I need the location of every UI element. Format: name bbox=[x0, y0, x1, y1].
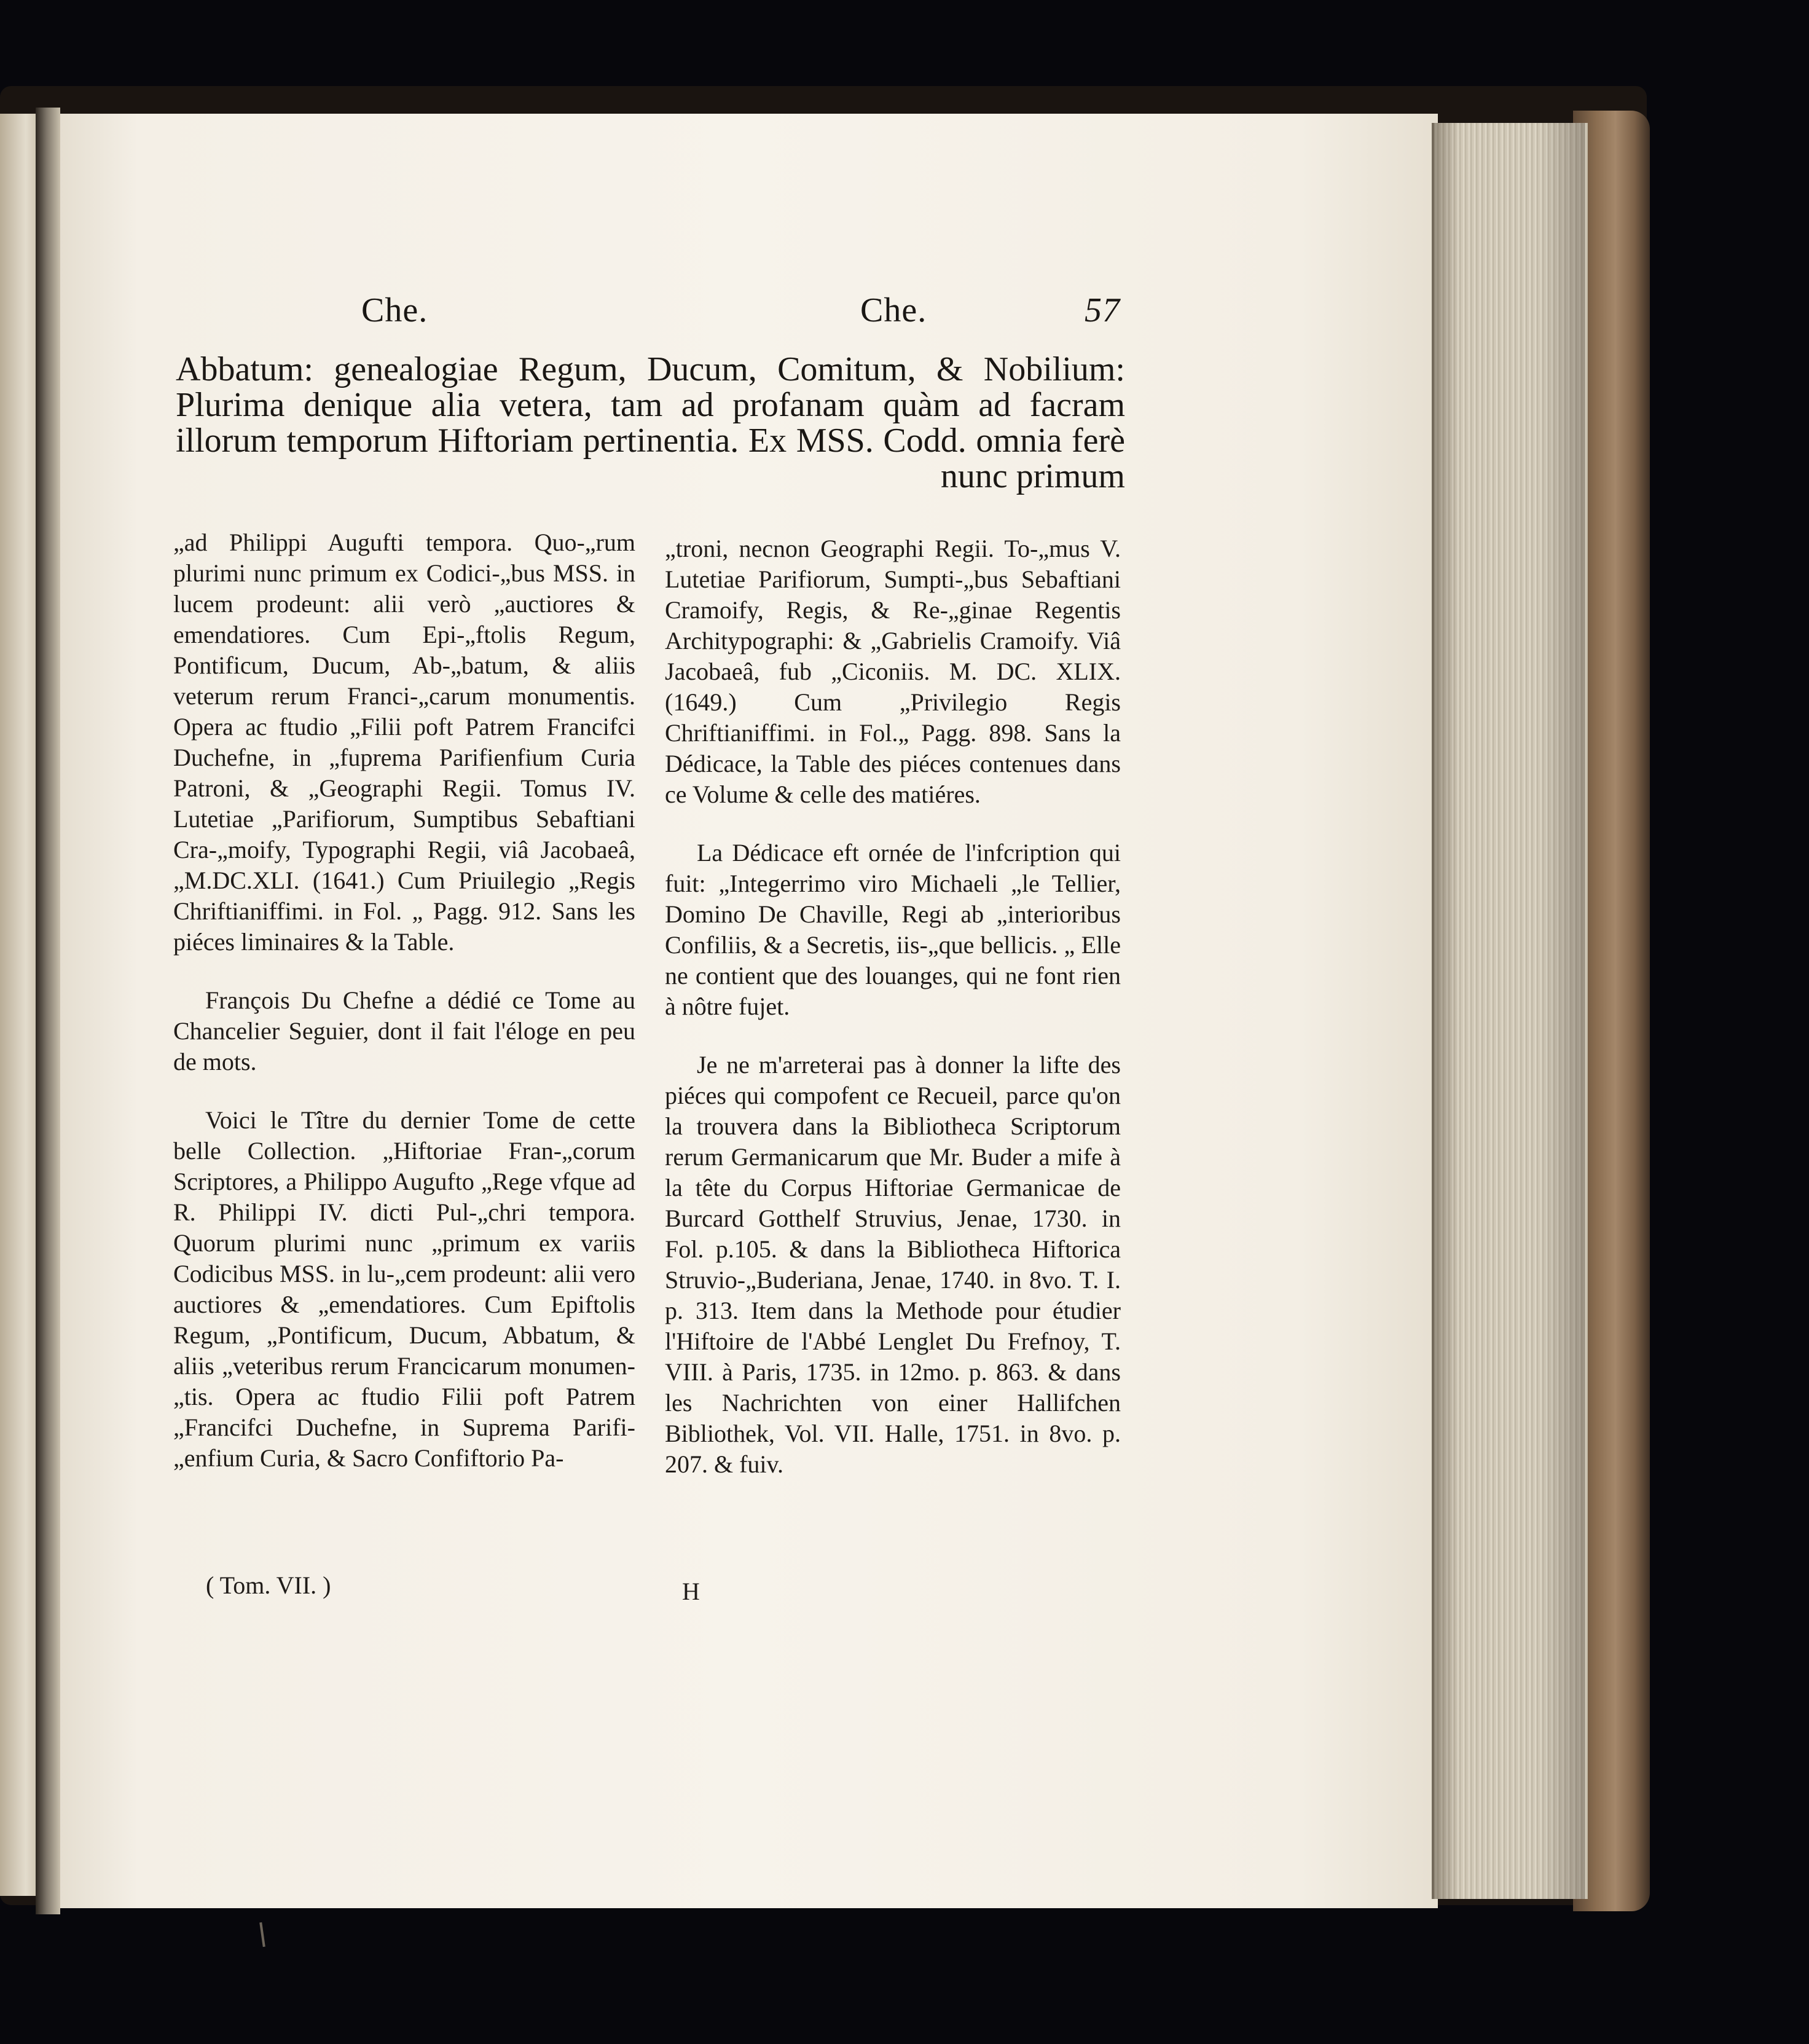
paragraph: Je ne m'arreterai pas à donner la lifte des piéces qui compofent ce Recueil, parce qu'on la trouvera dans la Bibliotheca Scriptorum rerum Germanicarum que Mr. Buder a mife à la tête du Corpus Hiftoriae Germanicae de Burcard Gotthelf Struvius, Jenae, 1730. in Fol. p.105. & dans la Bibliotheca Hiftorica Struvio-„Buderiana, Jenae, 1740. in 8vo. T. I. p. 313. Item dans la Methode pour étudier l'Hiftoire de l'Abbé Lenglet Du Frefnoy, T. VIII. à Paris, 1735. in 12mo. p. 863. & dans les Nachrichten von einer Hallifchen Bibliothek, Vol. VII. Halle, 1751. in 8vo. p. 207. & fuiv. bbox=[665, 1051, 1121, 1478]
paragraph: La Dédicace eft ornée de l'infcription qui fuit: „Integerrimo viro Michaeli „le Tellier, Domino De Chaville, Regi ab „interioribus Confiliis, & a Secretis, iis-„que bellicis. „ Elle ne contient que des louanges, qui ne font rien à nôtre fujet. bbox=[665, 839, 1121, 1020]
paragraph: „ad Philippi Augufti tempora. Quo-„rum plurimi nunc primum ex Codici-„bus MSS. in lucem prodeunt: alii verò „auctiores & emendatiores. Cum Epi-„ftolis Regum, Pontificum, Ducum, Ab-„batum, & aliis veterum rerum Franci-„carum monumentis. Opera ac ftudio „Filii poft Patrem Francifci Duchefne, in „fuprema Parifienfium Curia Patroni, & „Geographi Regii. Tomus IV. Lutetiae „Parifiorum, Sumptibus Sebaftiani Cra-„moify, Typographi Regii, viâ Jacobaeâ, „M.DC.XLI. (1641.) Cum Priuilegio „Regis Chriftianiffimi. in Fol. „ Pagg. 912. Sans les piéces liminaires & la Table. bbox=[173, 529, 635, 956]
running-head-center: Che. bbox=[860, 291, 927, 329]
left-column bbox=[173, 527, 635, 1501]
running-head-left: Che. bbox=[361, 291, 428, 329]
page-number: 57 bbox=[1085, 291, 1120, 329]
paragraph: François Du Chefne a dédié ce Tome au Chancelier Seguier, dont il fait l'éloge en peu de mots. bbox=[173, 986, 635, 1075]
book-gutter bbox=[36, 108, 60, 1914]
signature-letter: H bbox=[682, 1578, 700, 1605]
heading-text: Abbatum: genealogiae Regum, Ducum, Comitum, & Nobilium: Plurima denique alia vetera, tam ad profanam quàm ad facram illorum temporum Hiftoriam pertinentia. Ex MSS. Codd. omnia ferè nunc primum bbox=[176, 350, 1125, 495]
paragraph: „troni, necnon Geographi Regii. To-„mus V. Lutetiae Parifiorum, Sumpti-„bus Sebaftiani Cramoify, Regis, & Re-„ginae Regentis Architypographi: & „Gabrielis Cramoify. Viâ Jacobaeâ, fub „Ciconiis. M. DC. XLIX. (1649.) Cum „Privilegio Regis Chriftianiffimi. in Fol.„ Pagg. 898. Sans la Dédicace, la Table des piéces contenues dans ce Volume & celle des matiéres. bbox=[665, 535, 1121, 808]
page-block-shade bbox=[1432, 123, 1585, 1899]
signature-mark: ( Tom. VII. ) bbox=[206, 1571, 331, 1599]
ink-mark bbox=[259, 1922, 265, 1947]
paragraph: Voici le Tître du dernier Tome de cette belle Collection. „Hiftoriae Fran-„corum Scriptores, a Philippo Augufto „Rege vfque ad R. Philippi IV. dicti Pul-„chri tempora. Quorum plurimi nunc „primum ex variis Codicibus MSS. in lu-„cem prodeunt: alii vero auctiores & „emendatiores. Cum Epiftolis Regum, „Pontificum, Ducum, Abbatum, & aliis „veteribus rerum Francicarum monumen-„tis. Opera ac ftudio Filii poft Patrem „Francifci Duchefne, in Suprema Parifi-„enfium Curia, & Sacro Confiftorio Pa- bbox=[173, 1106, 635, 1472]
facing-page-edge bbox=[0, 114, 37, 1896]
right-column bbox=[665, 533, 1121, 1507]
